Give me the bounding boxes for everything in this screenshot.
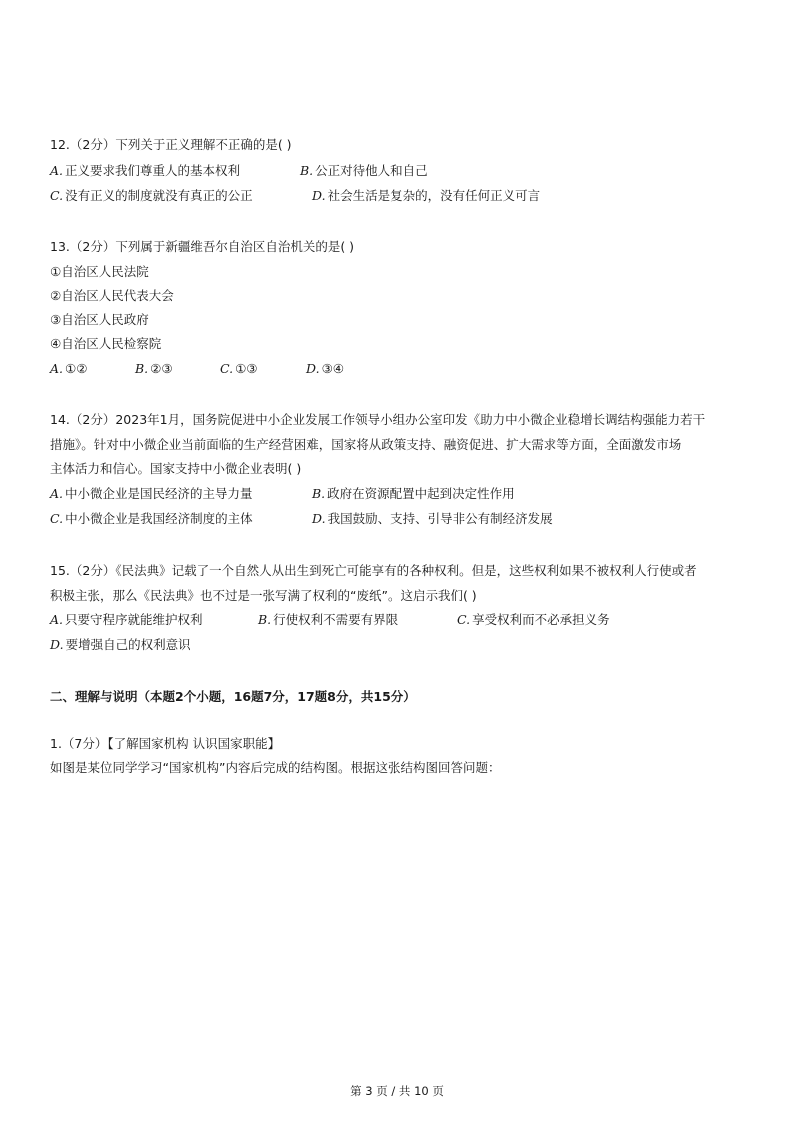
q12-stem: 12.（2分）下列关于正义理解不正确的是( ) xyxy=(50,137,292,152)
q14-stem-line-2: 措施》。针对中小微企业当前面临的生产经营困难，国家将从政策支持、融资促进、扩大需求等方面，全面激发市场 xyxy=(50,437,682,452)
q13-option-a: A. ①② xyxy=(50,361,88,376)
page-footer: 第 3 页 / 共 10 页 xyxy=(350,1084,444,1098)
q12-option-c: C. 没有正义的制度就没有真正的公正 xyxy=(50,188,253,203)
q1-stem: 1.（7分）【了解国家机构 认识国家职能】 xyxy=(50,736,281,751)
q15-option-b: B. 行使权利不需要有界限 xyxy=(258,612,399,627)
q13-item-1: ①自治区人民法院 xyxy=(50,264,149,279)
q15-stem-line-1: 15.（2分）《民法典》记载了一个自然人从出生到死亡可能享有的各种权利。但是，这些权利如果不被权利人行使或者 xyxy=(50,563,697,578)
q13-item-3: ③自治区人民政府 xyxy=(50,312,149,327)
q14-stem-line-3: 主体活力和信心。国家支持中小微企业表明( ) xyxy=(50,461,302,476)
section-heading: 二、理解与说明（本题2个小题，16题7分，17题8分，共15分） xyxy=(50,689,416,704)
q15-stem-line-2: 积极主张，那么《民法典》也不过是一张写满了权利的“废纸”。这启示我们( ) xyxy=(50,588,477,603)
q13-option-b: B. ②③ xyxy=(135,361,173,376)
q13-option-c: C. ①③ xyxy=(220,361,258,376)
q12-option-b: B. 公正对待他人和自己 xyxy=(300,163,428,178)
q13-item-2: ②自治区人民代表大会 xyxy=(50,288,174,303)
q14-option-a: A. 中小微企业是国民经济的主导力量 xyxy=(50,486,253,501)
q14-option-b: B. 政府在资源配置中起到决定性作用 xyxy=(312,486,515,501)
q1-description: 如图是某位同学学习“国家机构”内容后完成的结构图。根据这张结构图回答问题： xyxy=(50,760,501,775)
q12-option-a: A. 正义要求我们尊重人的基本权利 xyxy=(50,163,241,178)
q15-option-a: A. 只要守程序就能维护权利 xyxy=(50,612,203,627)
q13-option-d: D. ③④ xyxy=(306,361,344,376)
q12-option-d: D. 社会生活是复杂的，没有任何正义可言 xyxy=(312,188,541,203)
q15-option-d: D. 要增强自己的权利意识 xyxy=(50,637,191,652)
q14-option-c: C. 中小微企业是我国经济制度的主体 xyxy=(50,511,253,526)
q13-stem: 13.（2分）下列属于新疆维吾尔自治区自治机关的是( ) xyxy=(50,239,355,254)
q14-option-d: D. 我国鼓励、支持、引导非公有制经济发展 xyxy=(312,511,553,526)
q14-stem-line-1: 14.（2分）2023年1月，国务院促进中小企业发展工作领导小组办公室印发《助力中小微企业稳增长调结构强能力若干 xyxy=(50,412,706,427)
q13-item-4: ④自治区人民检察院 xyxy=(50,336,162,351)
q15-option-c: C. 享受权利而不必承担义务 xyxy=(457,612,610,627)
